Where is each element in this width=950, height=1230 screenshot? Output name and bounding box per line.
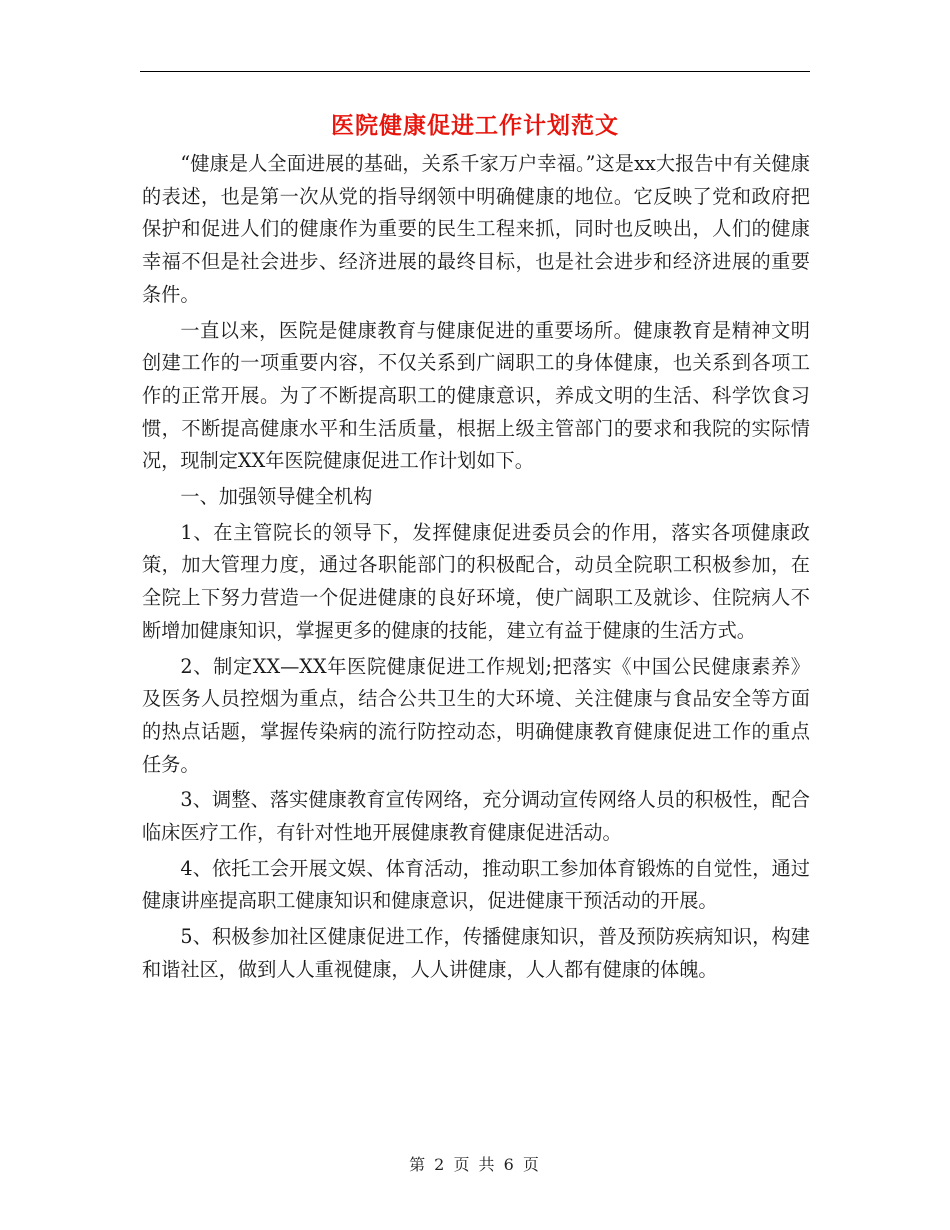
paragraph-item-3: 3、调整、落实健康教育宣传网络，充分调动宣传网络人员的积极性，配合临床医疗工作，有针对性地开展健康教育健康促进活动。	[142, 788, 810, 845]
paragraph-item-1: 1、在主管院长的领导下，发挥健康促进委员会的作用，落实各项健康政策，加大管理力度，通过各职能部门的积极配合，动员全院职工积极参加，在全院上下努力营造一个促进健康的良好环境，使广阔职工及就诊、住院病人不断增加健康知识，掌握更多的健康的技能，建立有益于健康的生活方式。	[142, 520, 810, 642]
section-heading: 一、加强领导健全机构	[180, 485, 373, 509]
document-body	[142, 148, 810, 987]
paragraph-intro: “健康是人全面进展的基础，关系千家万户幸福。”这是xx大报告中有关健康的表述，也是第一次从党的指导纲领中明确健康的地位。它反映了党和政府把保护和促进人们的健康作为重要的民生工程来抓，同时也反映出，人们的健康幸福不但是社会进步、经济进展的最终目标，也是社会进步和经济进展的重要条件。	[142, 152, 810, 306]
paragraph-background: 一直以来，医院是健康教育与健康促进的重要场所。健康教育是精神文明创建工作的一项重要内容，不仅关系到广阔职工的身体健康，也关系到各项工作的正常开展。为了不断提高职工的健康意识，养成文明的生活、科学饮食习惯，不断提高健康水平和生活质量，根据上级主管部门的要求和我院的实际情况，现制定XX年医院健康促进工作计划如下。	[142, 318, 810, 473]
document-title: 医院健康促进工作计划范文	[331, 112, 619, 139]
paragraph-item-2: 2、制定XX—XX年医院健康促进工作规划;把落实《中国公民健康素养》及医务人员控烟为重点，结合公共卫生的大环境、关注健康与食品安全等方面的热点话题，掌握传染病的流行防控动态，明确健康教育健康促进工作的重点任务。	[142, 654, 810, 776]
page-footer: 第 2 页 共 6 页	[409, 1155, 541, 1174]
paragraph-item-4: 4、依托工会开展文娱、体育活动，推动职工参加体育锻炼的自觉性，通过健康讲座提高职工健康知识和健康意识，促进健康干预活动的开展。	[142, 856, 810, 913]
header-rule	[140, 71, 810, 72]
paragraph-item-5: 5、积极参加社区健康促进工作，传播健康知识，普及预防疾病知识，构建和谐社区，做到人人重视健康，人人讲健康，人人都有健康的体魄。	[142, 925, 810, 981]
